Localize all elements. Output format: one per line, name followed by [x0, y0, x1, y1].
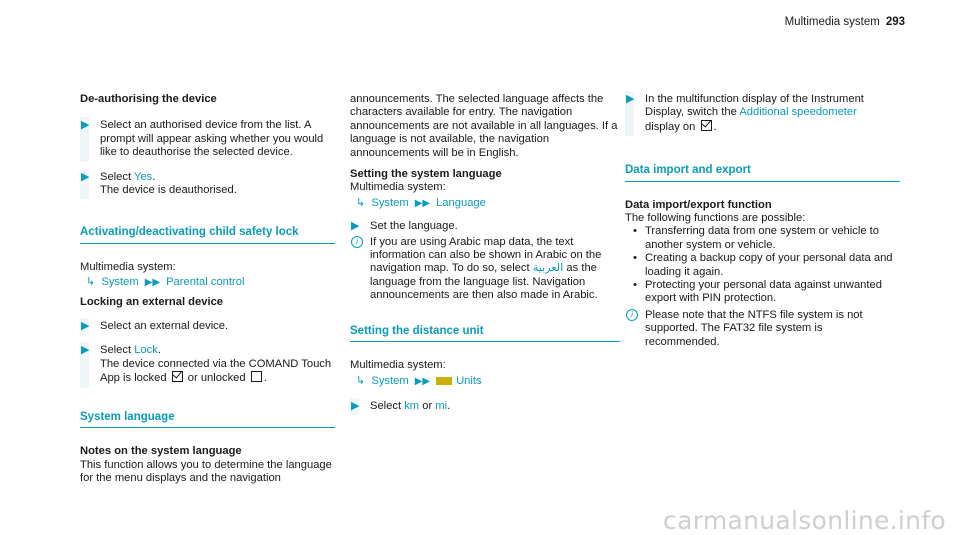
step-suffix: .	[447, 399, 451, 412]
menu-system[interactable]: System	[371, 196, 409, 209]
step-arrow-icon: ▶	[351, 220, 360, 233]
menu-units[interactable]: Units	[456, 374, 482, 387]
step-prefix: Select	[100, 170, 134, 183]
unchecked-box-icon	[251, 371, 262, 382]
menu-hook-icon: ↳	[86, 276, 96, 289]
menu-parental-control[interactable]: Parental control	[166, 276, 245, 289]
step-arrow-icon: ▶	[351, 399, 360, 412]
setlang-menu-label: Multimedia system:	[350, 181, 446, 194]
data-import-heading: Data import and export	[625, 164, 900, 181]
arabic-info-note	[350, 236, 620, 303]
checked-box-icon	[172, 371, 183, 382]
dist-menu-label: Multimedia system:	[350, 359, 446, 372]
step-text: Select an external device.	[100, 320, 229, 333]
step-text: Set the language.	[370, 220, 458, 233]
dist-step	[350, 400, 620, 413]
step-result: The device is deauthorised.	[100, 184, 237, 197]
step-text-cont: display on	[645, 120, 696, 133]
step-suffix: .	[152, 170, 156, 183]
menu-hook-icon: ↳	[356, 374, 366, 387]
child-menu-path	[80, 276, 335, 289]
step-prefix: Select	[370, 399, 405, 412]
set-language-heading: Setting the system language	[350, 168, 502, 181]
step-prefix: Select	[100, 344, 135, 357]
child-menu-label: Multimedia system:	[80, 260, 176, 273]
step-arrow-icon: ▶	[81, 320, 90, 333]
info-icon: i	[351, 236, 363, 248]
ntfs-note	[625, 309, 900, 349]
column-2	[350, 93, 620, 422]
page-number: 293	[885, 16, 905, 28]
info-text: If you are using Arabic map data, the text information can also be shown in Arabic on the navigation map. To do so, select	[370, 235, 602, 275]
distance-unit-heading: Setting the distance unit	[350, 325, 620, 342]
deauth-step-1	[80, 119, 335, 159]
dist-menu-path	[350, 375, 620, 388]
header-title: Multimedia system	[784, 16, 880, 28]
list-item: • Protecting your personal data against unwanted export with PIN protection.	[625, 279, 900, 306]
child-lock-heading: Activating/deactivating child safety lock	[80, 226, 335, 243]
menu-sep-icon: ▶▶	[414, 375, 431, 387]
setlang-menu-path	[350, 197, 620, 210]
mi-option[interactable]: mi	[435, 399, 448, 412]
step-arrow-icon: ▶	[81, 170, 90, 183]
menu-sep-icon: ▶▶	[144, 277, 161, 289]
menu-hook-icon: ↳	[356, 196, 366, 209]
column-3	[625, 93, 900, 355]
note-text: Please note that the NTFS file system is not supported. The FAT32 file system is recommended.	[645, 308, 863, 348]
menu-sep-icon: ▶▶	[414, 197, 431, 209]
additional-speedometer-option[interactable]: Additional speedometer	[739, 106, 857, 119]
step-text: The device connected via the COMAND Touch App is locked	[100, 357, 332, 385]
step-arrow-icon: ▶	[81, 344, 90, 357]
units-icon	[436, 377, 452, 385]
info-text-cont: as the language from the language list. Navigation announcements are then also made in Arabic.	[370, 262, 598, 302]
column-1	[80, 93, 335, 485]
checked-box-icon	[701, 120, 712, 131]
ie-intro: The following functions are possible:	[625, 212, 806, 225]
lock-ext-heading: Locking an external device	[80, 295, 224, 308]
menu-language[interactable]: Language	[436, 196, 486, 209]
step-suffix: .	[157, 344, 161, 357]
lock-step-1	[80, 320, 335, 333]
continued-text: announcements. The selected language affects the characters available for entry. The navigation announcements are not available in all languages. If a language is not available, the navigation announcements will be in English.	[350, 93, 618, 159]
page-header	[785, 16, 905, 29]
step-arrow-icon: ▶	[626, 93, 635, 105]
step-or-text: or unlocked	[187, 372, 246, 385]
ie-function-heading: Data import/export function	[625, 198, 772, 211]
watermark: carmanualsonline.info	[663, 505, 946, 535]
mf-display-step: ▶ In the multifunction display of the Instrument Display, switch the Additional speedometer display on .	[625, 93, 900, 134]
deauth-step-2	[80, 171, 335, 198]
lock-step-2: ▶ Select Lock. The device connected via the COMAND Touch App is locked or unlocked .	[80, 344, 335, 385]
list-item: • Creating a backup copy of your personal data and loading it again.	[625, 252, 900, 279]
step-text: Select an authorised device from the list. A prompt will appear asking whether you would like to deauthorise the selected device.	[100, 119, 324, 159]
menu-system[interactable]: System	[101, 276, 139, 289]
notes-heading: Notes on the system language	[80, 445, 242, 458]
lock-link[interactable]: Lock	[134, 344, 158, 357]
step-or: or	[419, 399, 436, 412]
step-arrow-icon: ▶	[81, 119, 90, 132]
step-text: In the multifunction display of the Instrument Display, switch the	[645, 93, 864, 119]
deauth-heading: De-authorising the device	[80, 93, 217, 105]
km-option[interactable]: km	[404, 399, 420, 412]
menu-system[interactable]: System	[371, 374, 409, 387]
setlang-step	[350, 220, 620, 233]
yes-link[interactable]: Yes	[134, 170, 153, 183]
info-icon: i	[626, 309, 638, 321]
arabic-option[interactable]: العربية	[532, 262, 564, 275]
system-language-heading: System language	[80, 411, 335, 428]
list-item: • Transferring data from one system or vehicle to another system or vehicle.	[625, 225, 900, 252]
notes-text: This function allows you to determine the language for the menu displays and the navigation	[80, 458, 332, 484]
